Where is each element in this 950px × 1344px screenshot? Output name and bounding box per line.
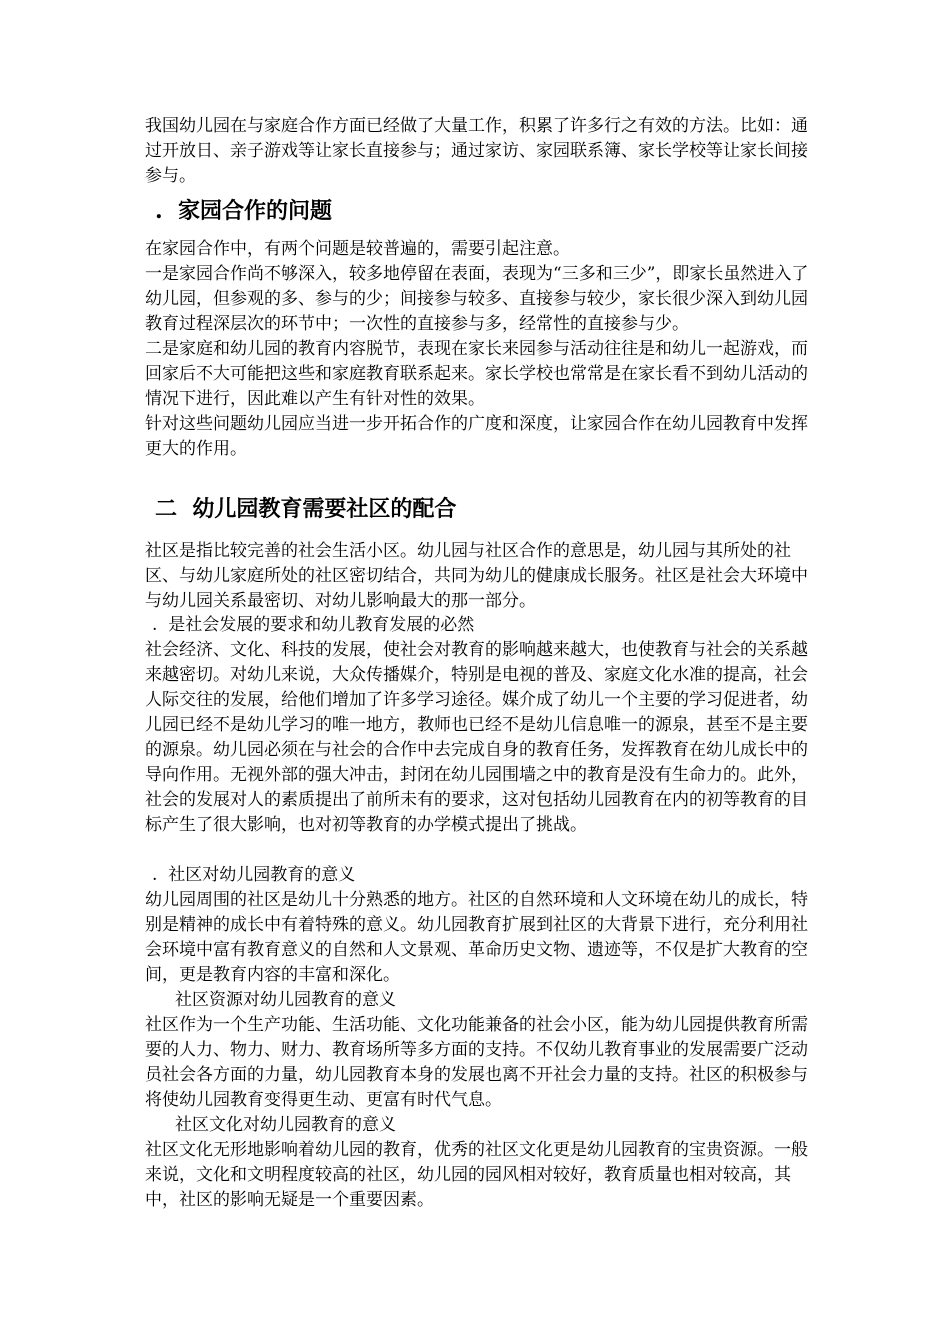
intro-paragraph: 我国幼儿园在与家庭合作方面已经做了大量工作，积累了许多行之有效的方法。比如：通过开放日、亲子游戏等让家长直接参与；通过家访、家园联系簿、家长学校等让家长间接参与。 (145, 116, 808, 186)
problems-paragraph-4: 针对这些问题幼儿园应当进一步开拓合作的广度和深度，让家园合作在幼儿园教育中发挥更大的作用。 (145, 414, 808, 459)
community-paragraph-1: 社区是指比较完善的社会生活小区。幼儿园与社区合作的意思是，幼儿园与其所处的社区、与幼儿家庭所处的社区密切结合，共同为幼儿的健康成长服务。社区是社会大环境中与幼儿园关系最密切、对幼儿影响最大的那一部分。 (145, 541, 808, 611)
intro-block (145, 114, 815, 189)
subsection-1-heading: . 是社会发展的要求和幼儿教育发展的必然 (152, 615, 475, 635)
subsection-3-heading: 社区资源对幼儿园教育的意义 (175, 990, 396, 1010)
subsection-4-heading: 社区文化对幼儿园教育的意义 (175, 1115, 396, 1135)
subsection-3-text: 社区作为一个生产功能、生活功能、文化功能兼备的社会小区，能为幼儿园提供教育所需要的人力、物力、财力、教育场所等多方面的支持。不仅幼儿教育事业的发展需要广泛动员社会各方面的力量，幼儿园教育本身的发展也离不开社会力量的支持。社区的积极参与将使幼儿园教育变得更生动、更富有时代气息。 (145, 1015, 808, 1110)
problems-paragraph-2: 一是家园合作尚不够深入，较多地停留在表面，表现为“三多和三少”，即家长虽然进入了幼儿园，但参观的多、参与的少；间接参与较多、直接参与较少，家长很少深入到幼儿园教育过程深层次的环节中；一次性的直接参与多，经常性的直接参与少。 (145, 264, 809, 334)
section-problems-heading: . 家园合作的问题 (155, 198, 332, 224)
problems-paragraph-1: 在家园合作中，有两个问题是较普遍的，需要引起注意。 (145, 239, 570, 259)
subsection-2-heading: . 社区对幼儿园教育的意义 (152, 865, 356, 885)
subsection-2-text: 幼儿园周围的社区是幼儿十分熟悉的地方。社区的自然环境和人文环境在幼儿的成长，特别是精神的成长中有着特殊的意义。幼儿园教育扩展到社区的大背景下进行，充分利用社会环境中富有教育意义的自然和人文景观、革命历史文物、遗迹等，不仅是扩大教育的空间，更是教育内容的丰富和深化。 (145, 890, 808, 985)
subsection-2-body (145, 888, 815, 988)
subsection-1-body (145, 638, 815, 838)
subsection-3-body (145, 1013, 815, 1113)
subsection-4-body (145, 1138, 815, 1213)
section-community-heading: 二 幼儿园教育需要社区的配合 (155, 496, 457, 522)
subsection-1-text: 社会经济、文化、科技的发展，使社会对教育的影响越来越大，也使教育与社会的关系越来越密切。对幼儿来说，大众传播媒介，特别是电视的普及、家庭文化水准的提高，社会人际交往的发展，给他们增加了许多学习途径。媒介成了幼儿一个主要的学习促进者，幼儿园已经不是幼儿学习的唯一地方，教师也已经不是幼儿信息唯一的源泉，甚至不是主要的源泉。幼儿园必须在与社会的合作中去完成自身的教育任务，发挥教育在幼儿成长中的导向作用。无视外部的强大冲击，封闭在幼儿园围墙之中的教育是没有生命力的。此外，社会的发展对人的素质提出了前所未有的要求，这对包括幼儿园教育在内的初等教育的目标产生了很大影响，也对初等教育的办学模式提出了挑战。 (145, 640, 808, 835)
section-problems-body (145, 237, 815, 462)
subsection-4-text: 社区文化无形地影响着幼儿园的教育，优秀的社区文化更是幼儿园教育的宝贵资源。一般来说，文化和文明程度较高的社区，幼儿园的园风相对较好，教育质量也相对较高，其中，社区的影响无疑是一个重要因素。 (145, 1140, 808, 1210)
section-community-body (145, 539, 815, 614)
problems-paragraph-3: 二是家庭和幼儿园的教育内容脱节，表现在家长来园参与活动往往是和幼儿一起游戏，而回家后不大可能把这些和家庭教育联系起来。家长学校也常常是在家长看不到幼儿活动的情况下进行，因此难以产生有针对性的效果。 (145, 339, 808, 409)
